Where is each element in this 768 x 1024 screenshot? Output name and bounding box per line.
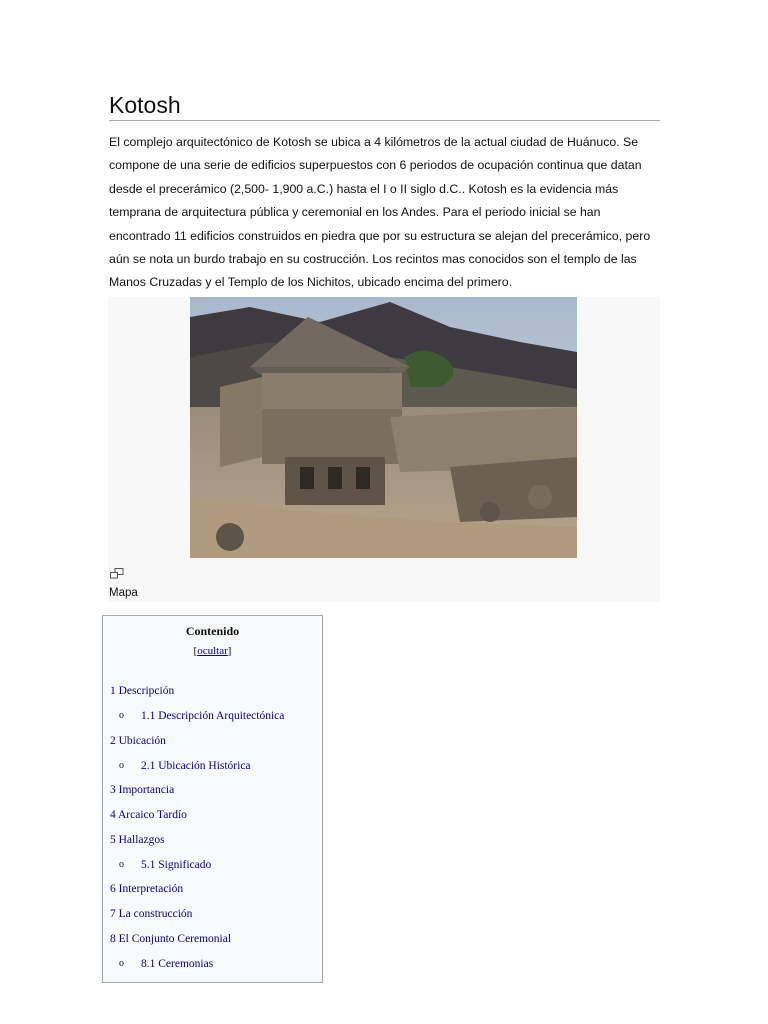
figure-thumbnail: [108, 297, 660, 602]
toc-toggle-open-bracket: [: [193, 645, 198, 657]
intro-paragraph: El complejo arquitectónico de Kotosh se ubica a 4 kilómetros de la actual ciudad de Huánuco. Se compone de una serie de edificios superpuestos con 6 periodos de ocupación continua que datan desde el precerámico (2,500- 1,900 a.C.) hasta el I o II siglo d.C.. Kotosh es la evidencia más temprana de arquitectura pública y ceremonial en los Andes. Para el periodo inicial se han encontrado 11 edificios construidos en piedra que por su estructura se alejan del precerámico, pero aún se nota un burdo trabajo en su costrucción. Los recintos mas conocidos son el templo de las Manos Cruzadas y el Templo de los Nichitos, ubicado encima del primero.: [109, 135, 651, 290]
toc-item[interactable]: 6 Interpretación: [110, 883, 184, 895]
toc-item[interactable]: 3 Importancia: [110, 784, 175, 796]
kotosh-ruins-photo[interactable]: [190, 297, 577, 558]
toc-item[interactable]: 2 Ubicación: [110, 735, 166, 747]
toc-bullet: o: [119, 760, 124, 771]
page-title: Kotosh: [109, 90, 660, 121]
toc-item[interactable]: 2.1 Ubicación Histórica: [141, 760, 251, 772]
toc-toggle-close-bracket: ]: [227, 645, 232, 657]
toc-hide-link[interactable]: ocultar: [197, 645, 228, 657]
toc-item[interactable]: 8 El Conjunto Ceremonial: [110, 933, 232, 945]
figure-caption: Mapa: [109, 587, 138, 599]
toc-item[interactable]: 7 La construcción: [110, 908, 193, 920]
toc-item[interactable]: 1 Descripción: [110, 685, 175, 697]
toc-bullet: o: [119, 710, 124, 721]
table-of-contents: [102, 615, 323, 983]
toc-bullet: o: [119, 958, 124, 969]
magnify-icon[interactable]: [110, 566, 124, 577]
toc-title: Contenido: [185, 624, 240, 638]
toc-item[interactable]: 4 Arcaico Tardío: [110, 809, 187, 821]
toc-item[interactable]: 8.1 Ceremonias: [141, 958, 214, 970]
toc-item[interactable]: 5.1 Significado: [141, 859, 212, 871]
toc-toggle: [103, 645, 322, 657]
toc-item[interactable]: 1.1 Descripción Arquitectónica: [141, 710, 285, 722]
toc-item[interactable]: 5 Hallazgos: [110, 834, 165, 846]
toc-bullet: o: [119, 859, 124, 870]
